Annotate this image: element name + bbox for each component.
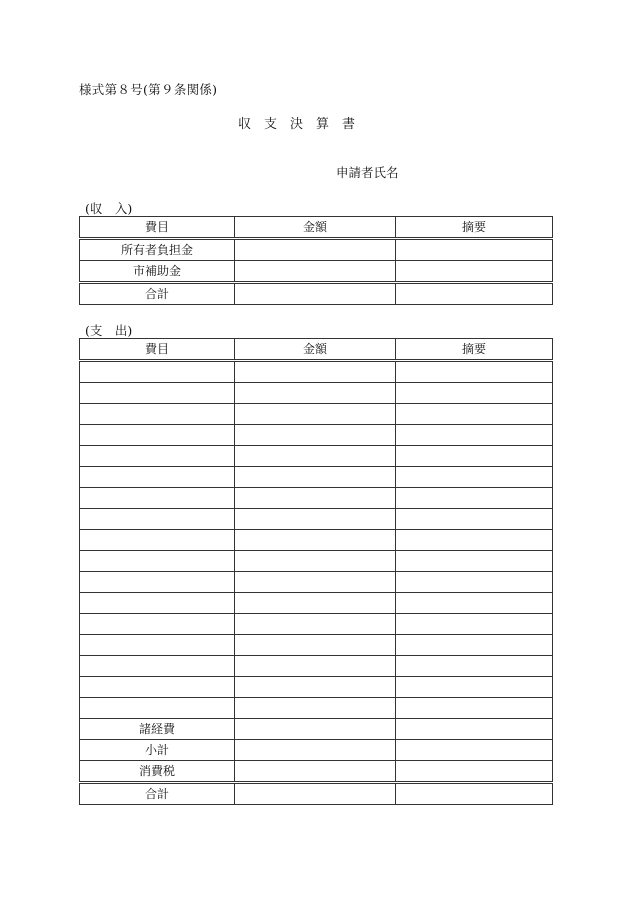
document-title: 収 支 決 算 書 (238, 117, 356, 132)
expense-col-note: 摘要 (396, 339, 553, 361)
expense-table (79, 338, 553, 805)
item-cell (80, 509, 235, 530)
table-row (80, 614, 553, 635)
amount-cell (235, 467, 396, 488)
expense-col-amount: 金額 (235, 339, 396, 361)
expense-section-label: (支 出) (85, 323, 133, 338)
item-cell: 消費税 (80, 761, 235, 783)
amount-cell (235, 239, 396, 261)
amount-cell (235, 572, 396, 593)
table-row (80, 361, 553, 383)
table-row (80, 425, 553, 446)
note-cell (396, 425, 553, 446)
note-cell (396, 635, 553, 656)
amount-cell (235, 677, 396, 698)
table-row (80, 530, 553, 551)
amount-cell (235, 614, 396, 635)
table-row (80, 698, 553, 719)
total-row (80, 283, 553, 305)
total-label: 合計 (80, 283, 235, 305)
table-row (80, 239, 553, 261)
table-row (80, 719, 553, 740)
table-row (80, 446, 553, 467)
income-section-label: (収 入) (85, 201, 133, 216)
income-header-row (80, 217, 553, 239)
note-cell (396, 509, 553, 530)
amount-cell (235, 261, 396, 283)
note-cell (396, 761, 553, 783)
item-cell (80, 572, 235, 593)
income-col-item: 費目 (80, 217, 235, 239)
item-cell: 小計 (80, 740, 235, 761)
item-cell (80, 677, 235, 698)
note-cell (396, 488, 553, 509)
note-cell (396, 719, 553, 740)
note-cell (396, 261, 553, 283)
item-cell: 市補助金 (80, 261, 235, 283)
item-cell (80, 530, 235, 551)
table-row (80, 656, 553, 677)
expense-header-row (80, 339, 553, 361)
note-cell (396, 698, 553, 719)
table-row (80, 677, 553, 698)
note-cell (396, 740, 553, 761)
amount-cell (235, 404, 396, 425)
amount-cell (235, 488, 396, 509)
table-row (80, 551, 553, 572)
note-cell (396, 656, 553, 677)
amount-cell (235, 509, 396, 530)
table-row (80, 467, 553, 488)
income-col-note: 摘要 (396, 217, 553, 239)
item-cell (80, 467, 235, 488)
total-note-cell (396, 783, 553, 805)
amount-cell (235, 425, 396, 446)
amount-cell (235, 593, 396, 614)
applicant-name-label: 申請者氏名 (336, 165, 399, 180)
note-cell (396, 572, 553, 593)
amount-cell (235, 656, 396, 677)
income-col-amount: 金額 (235, 217, 396, 239)
table-row (80, 740, 553, 761)
amount-cell (235, 383, 396, 404)
note-cell (396, 551, 553, 572)
table-row (80, 761, 553, 783)
table-row (80, 261, 553, 283)
amount-cell (235, 446, 396, 467)
total-note-cell (396, 283, 553, 305)
total-label: 合計 (80, 783, 235, 805)
income-table (79, 216, 553, 305)
item-cell (80, 593, 235, 614)
expense-col-item: 費目 (80, 339, 235, 361)
amount-cell (235, 719, 396, 740)
total-row (80, 783, 553, 805)
amount-cell (235, 761, 396, 783)
table-row (80, 404, 553, 425)
amount-cell (235, 740, 396, 761)
note-cell (396, 361, 553, 383)
item-cell: 所有者負担金 (80, 239, 235, 261)
amount-cell (235, 530, 396, 551)
item-cell (80, 656, 235, 677)
note-cell (396, 677, 553, 698)
note-cell (396, 593, 553, 614)
table-row (80, 593, 553, 614)
note-cell (396, 383, 553, 404)
form-number: 様式第８号(第９条関係) (79, 82, 218, 97)
item-cell (80, 551, 235, 572)
item-cell (80, 425, 235, 446)
table-row (80, 509, 553, 530)
note-cell (396, 404, 553, 425)
item-cell (80, 361, 235, 383)
note-cell (396, 239, 553, 261)
note-cell (396, 614, 553, 635)
amount-cell (235, 635, 396, 656)
item-cell (80, 488, 235, 509)
amount-cell (235, 361, 396, 383)
table-row (80, 572, 553, 593)
note-cell (396, 446, 553, 467)
note-cell (396, 467, 553, 488)
item-cell (80, 614, 235, 635)
item-cell (80, 446, 235, 467)
total-amount-cell (235, 783, 396, 805)
note-cell (396, 530, 553, 551)
item-cell: 諸経費 (80, 719, 235, 740)
item-cell (80, 383, 235, 404)
table-row (80, 383, 553, 404)
table-row (80, 488, 553, 509)
table-row (80, 635, 553, 656)
total-amount-cell (235, 283, 396, 305)
item-cell (80, 404, 235, 425)
amount-cell (235, 551, 396, 572)
item-cell (80, 635, 235, 656)
amount-cell (235, 698, 396, 719)
item-cell (80, 698, 235, 719)
